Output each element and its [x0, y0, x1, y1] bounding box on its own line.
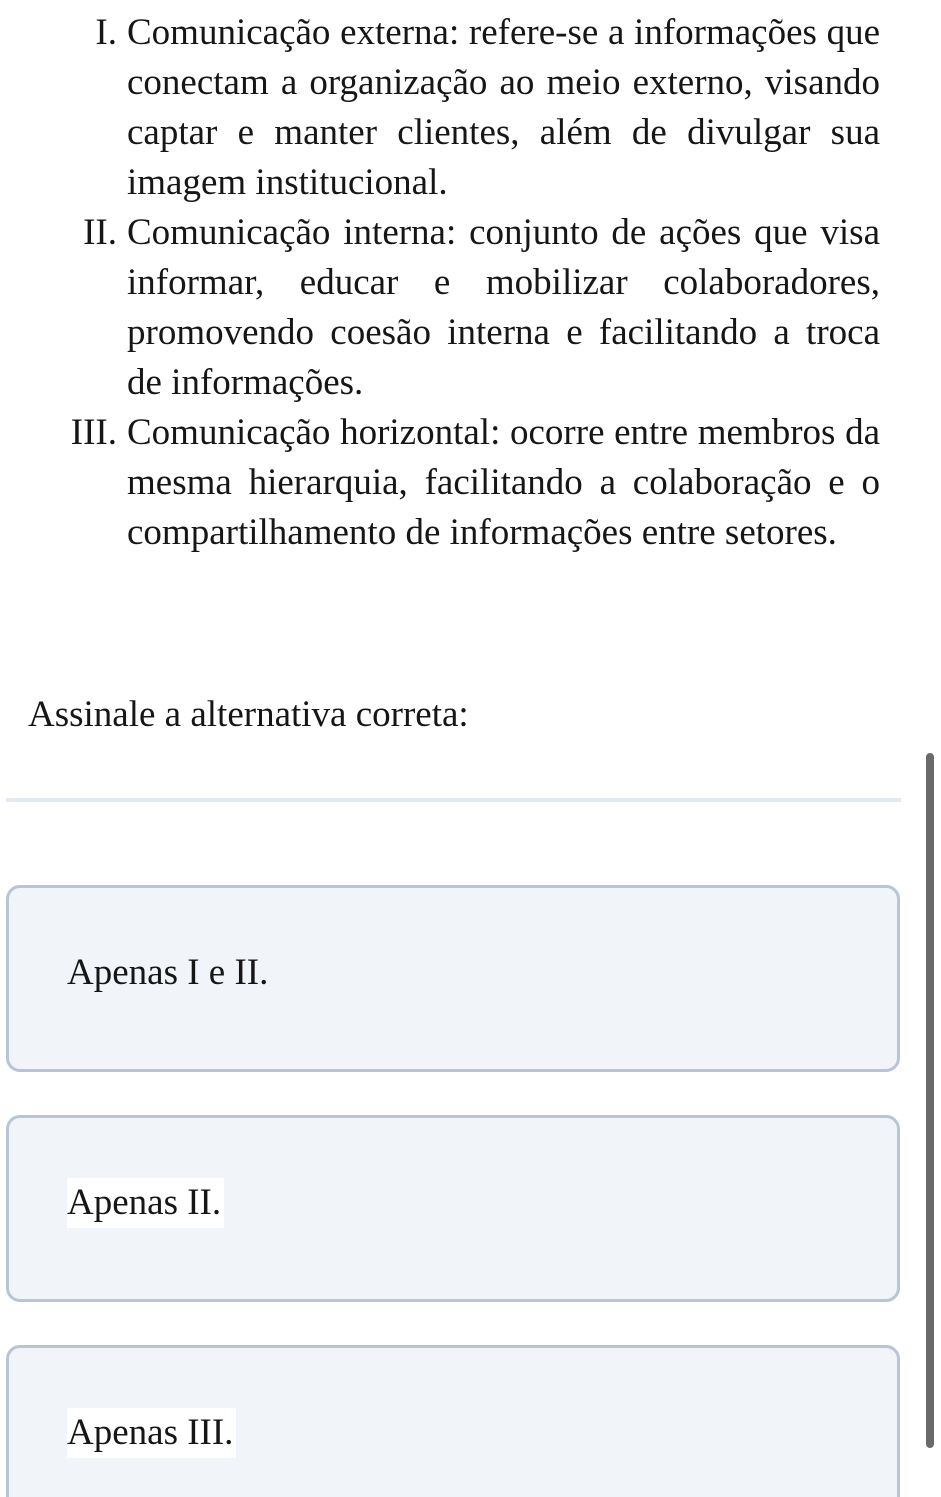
answer-option[interactable]	[6, 1115, 900, 1302]
statement-text: Comunicação horizontal: ocorre entre membros da mesma hierarquia, facilitando a colaboração e o compartilhamento de informações entre setores.	[127, 412, 880, 553]
statement-list	[0, 8, 941, 558]
statement-numeral: II.	[83, 212, 117, 253]
answer-option-label: Apenas III.	[67, 1408, 236, 1458]
answer-option[interactable]	[6, 885, 900, 1072]
answer-option[interactable]	[6, 1345, 900, 1497]
statement-item	[70, 408, 880, 558]
scrollbar[interactable]	[926, 753, 934, 1448]
statement-item	[83, 208, 880, 408]
answer-option-label: Apenas I e II.	[67, 952, 269, 993]
answer-option-label: Apenas II.	[67, 1178, 224, 1228]
statement-numeral: I.	[95, 12, 117, 53]
question-prompt: Assinale a alternativa correta:	[28, 694, 469, 735]
statement-text: Comunicação interna: conjunto de ações que visa informar, educar e mobilizar colaboradores, promovendo coesão interna e facilitando a troca de informações.	[127, 212, 880, 403]
statement-item	[95, 8, 880, 208]
statement-numeral: III.	[70, 412, 117, 453]
statement-text: Comunicação externa: refere-se a informações que conectam a organização ao meio externo, visando captar e manter clientes, além de divulgar sua imagem institucional.	[127, 12, 880, 203]
divider	[6, 798, 901, 802]
